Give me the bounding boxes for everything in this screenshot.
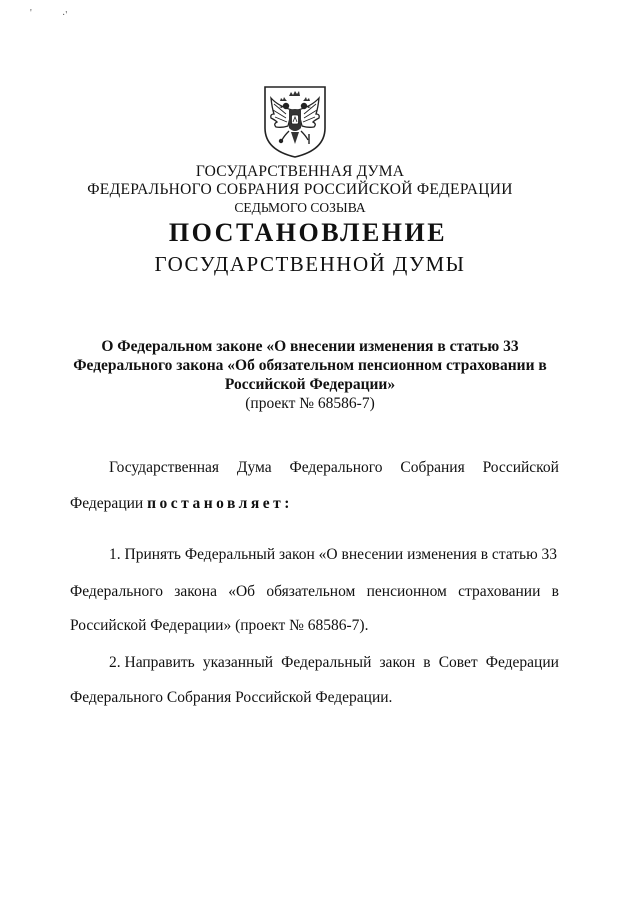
intro-line1 — [109, 459, 559, 477]
word: Федерации — [485, 654, 559, 671]
russian-coat-of-arms-icon — [262, 84, 328, 160]
org-name-line2: ФЕДЕРАЛЬНОГО СОБРАНИЯ РОССИЙСКОЙ ФЕДЕРАЦИИ — [87, 181, 513, 198]
word: обязательном — [266, 583, 356, 600]
item2-line2: Федерального Собрания Российской Федерации. — [70, 689, 393, 706]
intro-line2 — [70, 495, 293, 513]
item2-line1 — [109, 654, 559, 672]
word: Федеральный — [281, 654, 372, 671]
item1-line1: 1. Принять Федеральный закон «О внесении изменения в статью 33 — [109, 546, 558, 563]
project-number: (проект № 68586-7) — [245, 395, 375, 412]
document-subject — [70, 337, 550, 413]
word: 2. Направить — [109, 654, 195, 671]
document-issuer: ГОСУДАРСТВЕННОЙ ДУМЫ — [154, 252, 466, 276]
item1-line2 — [70, 583, 559, 601]
word: страховании — [458, 583, 541, 600]
scan-speck: ' — [30, 8, 32, 19]
item1-line3: Российской Федерации» (проект № 68586-7). — [70, 617, 369, 634]
subject-line: Федерального закона «Об обязательном пенсионном страховании в — [73, 357, 547, 374]
subject-line: Российской Федерации» — [224, 376, 396, 393]
document-type-title: ПОСТАНОВЛЕНИЕ — [168, 218, 448, 247]
word: Федерального — [70, 583, 164, 600]
word: Собрания — [400, 459, 465, 476]
word: в — [423, 654, 431, 671]
word: «Об — [228, 583, 256, 600]
word: пенсионном — [366, 583, 447, 600]
subject-line: О Федеральном законе «О внесении изменения в статью 33 — [101, 338, 519, 355]
decision-verb: постановляет: — [147, 495, 293, 512]
convocation: СЕДЬМОГО СОЗЫВА — [234, 200, 366, 215]
org-name-line1: ГОСУДАРСТВЕННАЯ ДУМА — [195, 163, 405, 180]
word: Российской — [482, 459, 559, 476]
word: закон — [379, 654, 416, 671]
word: закона — [174, 583, 217, 600]
word: Дума — [236, 459, 272, 476]
word: Государственная — [109, 459, 220, 476]
word: указанный — [202, 654, 274, 671]
word: Совет — [438, 654, 478, 671]
intro-line2-start: Федерации — [70, 495, 148, 512]
scan-speck: ·' — [62, 10, 68, 21]
word: в — [551, 583, 559, 600]
word: Федерального — [289, 459, 383, 476]
